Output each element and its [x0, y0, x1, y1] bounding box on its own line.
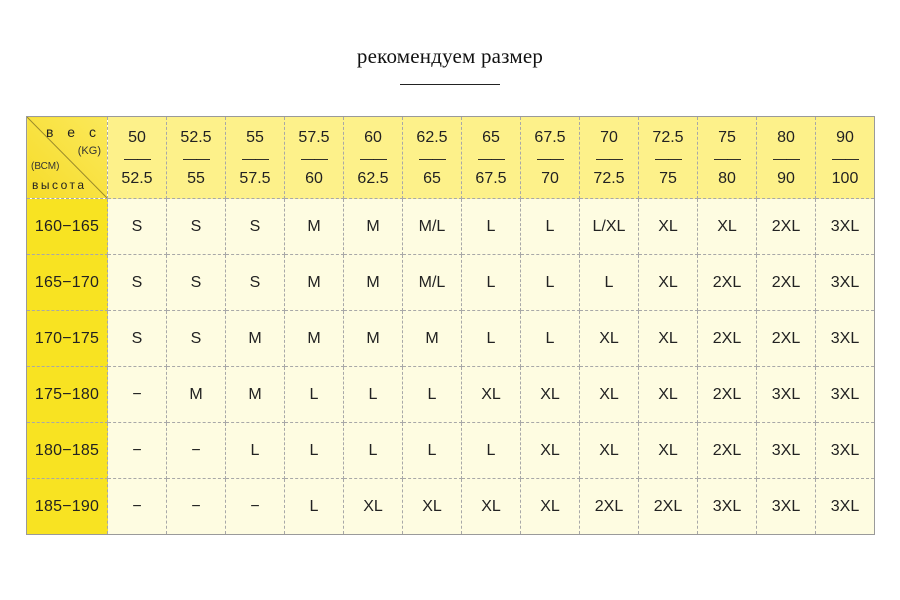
weight-range-separator: —— — [301, 149, 327, 166]
size-cell: 3XL — [757, 423, 816, 479]
weight-range-header — [639, 117, 698, 199]
size-cell: L — [462, 255, 521, 311]
weight-range-to: 52.5 — [121, 169, 153, 187]
size-cell: XL — [698, 199, 757, 255]
size-cell: L — [462, 423, 521, 479]
size-cell: L — [285, 367, 344, 423]
table-row — [27, 423, 875, 479]
weight-range-to: 72.5 — [593, 169, 625, 187]
weight-range-to: 75 — [659, 169, 677, 187]
size-cell: S — [108, 199, 167, 255]
weight-range-header — [226, 117, 285, 199]
size-cell: 2XL — [698, 255, 757, 311]
weight-range-from: 90 — [836, 128, 854, 146]
size-cell: 2XL — [698, 367, 757, 423]
size-cell: XL — [403, 479, 462, 535]
weight-range-separator: —— — [537, 149, 563, 166]
weight-range-header — [403, 117, 462, 199]
weight-range-separator: —— — [596, 149, 622, 166]
weight-range-from: 57.5 — [298, 128, 330, 146]
weight-range-separator: —— — [183, 149, 209, 166]
weight-range-from: 52.5 — [180, 128, 212, 146]
weight-range-separator: —— — [773, 149, 799, 166]
weight-range-from: 50 — [128, 128, 146, 146]
size-cell: S — [108, 311, 167, 367]
height-range-cell: 185−190 — [27, 479, 108, 535]
size-cell: XL — [344, 479, 403, 535]
size-cell: 2XL — [757, 199, 816, 255]
weight-range-to: 62.5 — [357, 169, 389, 187]
size-cell: M — [226, 367, 285, 423]
size-cell: 3XL — [757, 367, 816, 423]
size-cell: XL — [521, 367, 580, 423]
height-unit-label: (ВСМ) — [31, 161, 60, 172]
size-cell: M — [403, 311, 462, 367]
weight-range-separator: —— — [832, 149, 858, 166]
size-cell: L — [344, 367, 403, 423]
table-body — [27, 117, 875, 535]
weight-range-header — [757, 117, 816, 199]
table-row — [27, 199, 875, 255]
size-cell: XL — [639, 255, 698, 311]
weight-range-separator: —— — [360, 149, 386, 166]
table-row — [27, 367, 875, 423]
weight-range-to: 67.5 — [475, 169, 507, 187]
size-cell: 2XL — [698, 423, 757, 479]
size-cell: L — [285, 423, 344, 479]
size-cell: L/XL — [580, 199, 639, 255]
weight-range-from: 80 — [777, 128, 795, 146]
weight-range-from: 70 — [600, 128, 618, 146]
weight-range-separator: —— — [124, 149, 150, 166]
weight-range-header — [698, 117, 757, 199]
size-cell: 3XL — [816, 423, 875, 479]
weight-range-from: 72.5 — [652, 128, 684, 146]
size-cell: XL — [639, 311, 698, 367]
size-cell: 2XL — [698, 311, 757, 367]
weight-range-from: 67.5 — [534, 128, 566, 146]
weight-range-separator: —— — [242, 149, 268, 166]
weight-range-header — [285, 117, 344, 199]
size-cell: L — [344, 423, 403, 479]
weight-range-from: 62.5 — [416, 128, 448, 146]
weight-range-separator: —— — [478, 149, 504, 166]
weight-range-from: 55 — [246, 128, 264, 146]
weight-range-to: 65 — [423, 169, 441, 187]
size-cell: L — [403, 423, 462, 479]
weight-range-header — [521, 117, 580, 199]
weight-range-to: 100 — [831, 169, 859, 187]
size-cell: S — [167, 199, 226, 255]
height-range-cell: 175−180 — [27, 367, 108, 423]
size-cell: − — [167, 479, 226, 535]
height-range-cell: 170−175 — [27, 311, 108, 367]
weight-range-header — [344, 117, 403, 199]
height-axis-label: высота — [32, 178, 87, 192]
weight-range-from: 75 — [718, 128, 736, 146]
weight-range-header — [580, 117, 639, 199]
size-cell: XL — [462, 367, 521, 423]
weight-header-row — [27, 117, 875, 199]
weight-range-header — [816, 117, 875, 199]
size-cell: L — [403, 367, 462, 423]
size-cell: L — [462, 199, 521, 255]
size-cell: M — [226, 311, 285, 367]
weight-range-from: 65 — [482, 128, 500, 146]
size-cell: S — [226, 199, 285, 255]
size-cell: L — [462, 311, 521, 367]
height-range-cell: 160−165 — [27, 199, 108, 255]
size-cell: 3XL — [816, 311, 875, 367]
weight-unit-label: (KG) — [77, 145, 101, 157]
weight-range-to: 90 — [777, 169, 795, 187]
table-row — [27, 479, 875, 535]
size-cell: 3XL — [816, 199, 875, 255]
size-cell: M/L — [403, 199, 462, 255]
size-cell: S — [108, 255, 167, 311]
size-cell: 2XL — [757, 255, 816, 311]
size-cell: L — [521, 255, 580, 311]
size-cell: 2XL — [757, 311, 816, 367]
size-cell: XL — [580, 423, 639, 479]
size-cell: − — [108, 423, 167, 479]
size-cell: M — [167, 367, 226, 423]
size-cell: 2XL — [639, 479, 698, 535]
size-cell: XL — [521, 423, 580, 479]
size-cell: L — [226, 423, 285, 479]
size-cell: M/L — [403, 255, 462, 311]
size-cell: L — [580, 255, 639, 311]
size-cell: M — [285, 255, 344, 311]
size-cell: XL — [580, 311, 639, 367]
size-cell: M — [344, 255, 403, 311]
weight-range-separator: —— — [655, 149, 681, 166]
size-cell: − — [167, 423, 226, 479]
table-row — [27, 311, 875, 367]
size-cell: 3XL — [816, 367, 875, 423]
size-cell: XL — [639, 199, 698, 255]
page-title: рекомендуем размер — [356, 44, 544, 68]
weight-range-header — [108, 117, 167, 199]
size-cell: − — [226, 479, 285, 535]
size-cell: − — [108, 479, 167, 535]
size-cell: XL — [521, 479, 580, 535]
weight-range-to: 57.5 — [239, 169, 271, 187]
corner-header-cell — [27, 117, 108, 199]
size-chart-table — [26, 116, 875, 535]
size-cell: M — [285, 199, 344, 255]
size-cell: M — [285, 311, 344, 367]
size-cell: − — [108, 367, 167, 423]
table-row — [27, 255, 875, 311]
weight-range-header — [462, 117, 521, 199]
size-cell: M — [344, 199, 403, 255]
title-underline — [400, 84, 500, 85]
size-cell: S — [167, 255, 226, 311]
size-cell: XL — [639, 367, 698, 423]
weight-range-to: 55 — [187, 169, 205, 187]
size-cell: S — [226, 255, 285, 311]
size-cell: XL — [639, 423, 698, 479]
height-range-cell: 180−185 — [27, 423, 108, 479]
weight-range-to: 70 — [541, 169, 559, 187]
size-cell: 3XL — [698, 479, 757, 535]
weight-range-to: 80 — [718, 169, 736, 187]
size-cell: 3XL — [816, 255, 875, 311]
weight-range-to: 60 — [305, 169, 323, 187]
size-cell: 3XL — [757, 479, 816, 535]
size-cell: XL — [580, 367, 639, 423]
weight-range-from: 60 — [364, 128, 382, 146]
size-cell: 3XL — [816, 479, 875, 535]
size-cell: S — [167, 311, 226, 367]
size-cell: XL — [462, 479, 521, 535]
size-cell: L — [285, 479, 344, 535]
weight-range-header — [167, 117, 226, 199]
size-cell: 2XL — [580, 479, 639, 535]
weight-range-separator: —— — [419, 149, 445, 166]
weight-range-separator: —— — [714, 149, 740, 166]
size-cell: M — [344, 311, 403, 367]
height-range-cell: 165−170 — [27, 255, 108, 311]
weight-axis-label: в е с — [45, 124, 101, 140]
size-cell: L — [521, 311, 580, 367]
size-cell: L — [521, 199, 580, 255]
